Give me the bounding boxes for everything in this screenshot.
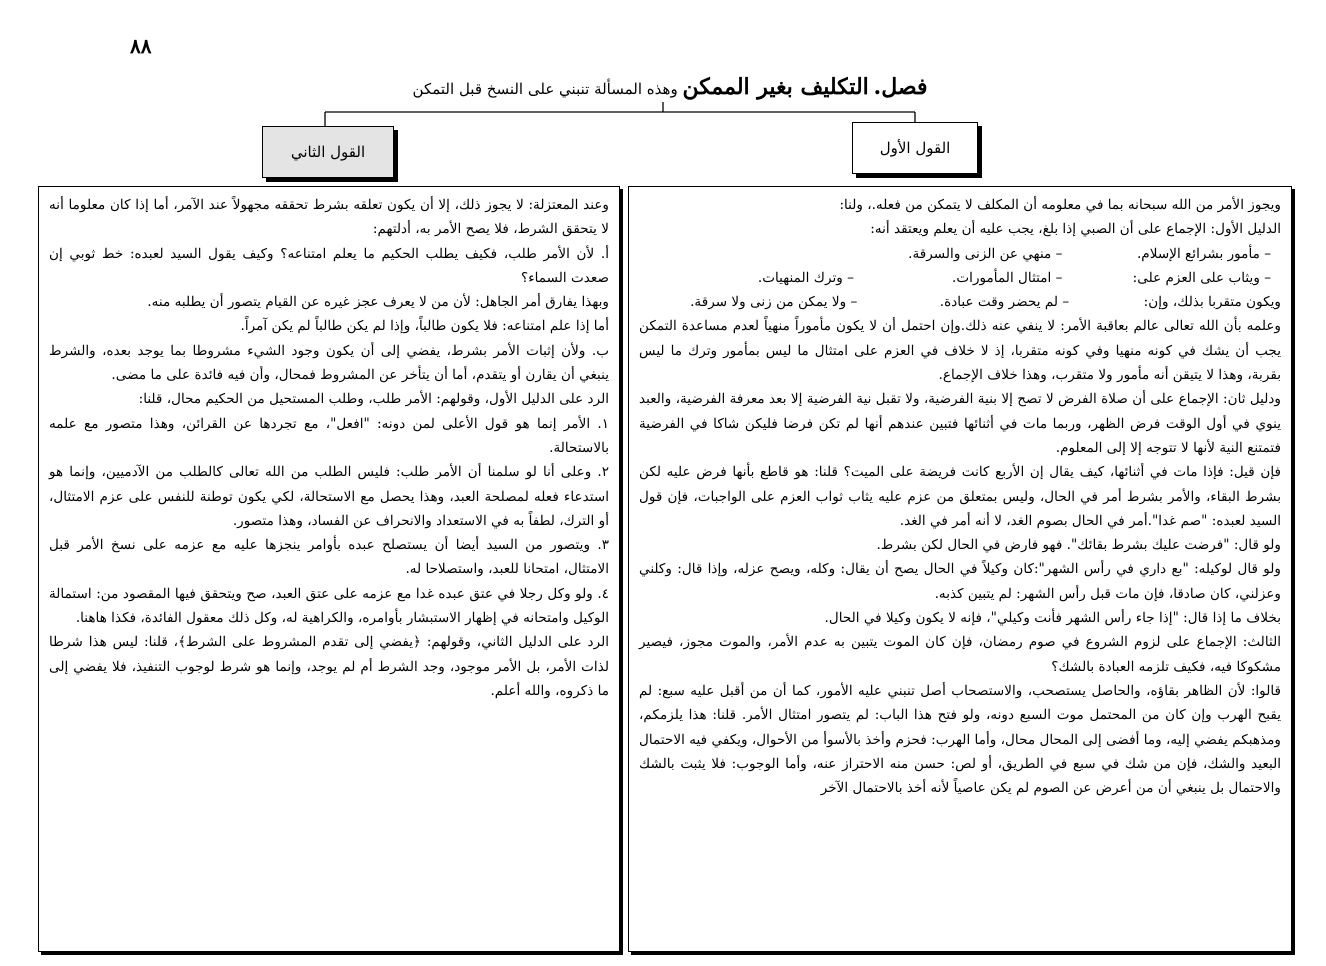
- paragraph: وعند المعتزلة: لا يجوز ذلك، إلا أن يكون تعلقه بشرط تحققه مجهولاً عند الآمر، أما إذا كان معلوما أنه لا يتحقق الشرط، فلا يصح الأمر به، أدلتهم:: [49, 197, 609, 238]
- bullet-row-c: [639, 290, 1281, 314]
- heading-subtitle: وهذه المسألة تنبني على النسخ قبل التمكن: [412, 80, 678, 98]
- paragraph: الرد على الدليل الثاني، وقولهم: ﴿يفضي إلى تقدم المشروط على الشرط﴾، قلنا: ليس هذا شرطا لذات الأمر، بل الأمر موجود، وجد الشرط أم لم يوجد، وإنما هو شرط لوجوب التنفيذ، فلا يفضي إلى ما ذكروه، والله أعلم.: [49, 634, 609, 699]
- paragraph: وبهذا يفارق أمر الجاهل: لأن من لا يعرف عجز غيره عن القيام يتصور أن يطلبه منه.: [147, 294, 609, 311]
- paragraph: الثالث: الإجماع على لزوم الشروع في صوم رمضان، فإن كان الموت يتبين به عدم الأمر، والموت مجوز، فيصير مشكوكا فيه، فكيف تلزمه العبادة بالشك؟: [639, 634, 1281, 675]
- second-opinion-column: [38, 186, 620, 952]
- paragraph: ولو قال لوكيله: "بع داري في رأس الشهر":كان وكيلاً في الحال يصح أن يقال: وكله، ويصح عزله، وإذا قال: وكلني وعزلني، كان صادقا، فإن مات قبل رأس الشهر: لم يتبين كذبه.: [639, 561, 1281, 602]
- paragraph: ولو قال: "فرضت عليك بشرط بقائك". فهو فارض في الحال لكن بشرط.: [876, 537, 1281, 554]
- paragraph: فإن قيل: فإذا مات في أثنائها، كيف يقال إن الأربع كانت فريضة على الميت؟ قلنا: هو قاطع بأنها فرض عليه لكن بشرط البقاء، والأمر بشرط أمر في الحال، وليس بمتعلق من عزم عليه يثاب ثواب العزم على الواجبات، فإن قول السيد لعبده: "صم غدا".أمر في الحال بصوم الغد، لا أنه أمر في الغد.: [639, 464, 1281, 529]
- first-evidence-intro: الدليل الأول: الإجماع على أن الصبي إذا بلغ، يجب عليه أن يعلم ويعتقد أنه:: [870, 221, 1281, 238]
- first-opinion-intro: ويجوز الأمر من الله سبحانه بما في معلومه أن المكلف لا يتمكن من فعله.، ولنا:: [839, 197, 1281, 213]
- paragraph: ٤. ولو وكل رجلا في عتق عبده غدا مع عزمه على عتق العبد، صح ويتحقق فيها المقصود من: استمالة الوكيل وامتحانه في إظهار الاستبشار بأوامره، والكراهية له، وكل ذلك معقول الفائدة، فكذا هاهنا.: [49, 585, 609, 627]
- first-opinion-column: [628, 186, 1292, 952]
- paragraph: أما إذا علم امتناعه: فلا يكون طالباً، وإذا لم يكن طالباً لم يكن آمراً.: [240, 318, 609, 335]
- paragraph: ٣. ويتصور من السيد أيضا أن يستصلح عبده بأوامر ينجزها عليه مع عزمه على نسخ الأمر قبل الامتثال، امتحانا للعبد، واستصلاحا له.: [49, 537, 609, 578]
- page-number: ٨٨: [130, 34, 152, 58]
- paragraph: الرد على الدليل الأول، وقولهم: الأمر طلب، وطلب المستحيل من الحكيم محال، قلنا:: [138, 391, 609, 408]
- bullet-item: – مأمور بشرائع الإسلام.: [1136, 245, 1271, 262]
- bullet-label: ويكون متقربا بذلك، وإن:: [1143, 294, 1281, 311]
- second-opinion-box: [262, 126, 394, 178]
- bullet-item: – وترك المنهيات.: [757, 269, 854, 286]
- bullet-item: – امتثال المأمورات.: [952, 269, 1063, 286]
- bullet-item: – ولا يمكن من زنى ولا سرقة.: [690, 294, 858, 311]
- paragraph: ١. الأمر إنما هو قول الأعلى لمن دونه: "افعل"، مع تجردها عن القرائن، وهذا متصور مع علمه بالاستحالة.: [49, 415, 609, 456]
- paragraph: أ. لأن الأمر طلب، فكيف يطلب الحكيم ما يعلم امتناعه؟ وكيف يقول السيد لعبده: خط ثوبي إن صعدت السماء؟: [49, 245, 609, 286]
- bullet-label: – ويثاب على العزم على:: [1132, 269, 1271, 286]
- bullet-item: – منهي عن الزنى والسرقة.: [908, 245, 1063, 262]
- bullet-row-b: [639, 266, 1281, 290]
- paragraph: ودليل ثان: الإجماع على أن صلاة الفرض لا تصح إلا بنية الفرضية، ولا تقبل نية الفرضية إلا بعد معرفة الفرضية، والعبد ينوي في أول الوقت فرض الظهر، وربما مات في أثنائها فتبين عندهم أنها لم تكن فرضا فليكن شاكا في الفرضية فتمتنع النية لأنها لا تتوجه إلا إلى المعلوم.: [639, 391, 1281, 456]
- paragraph: ب. ولأن إثبات الأمر بشرط، يفضي إلى أن يكون وجود الشيء مشروطا بما يوجد بعده، والشرط ينبغي أن يقارن أو يتقدم، أما أن يتأخر عن المشروط فمحال، وأن فيه فائدة على ما مضى.: [49, 342, 609, 384]
- heading-prefix: فصل.: [873, 74, 928, 100]
- first-opinion-box: [852, 122, 978, 174]
- tree-connectors: [0, 0, 1326, 200]
- paragraph: ٢. وعلى أنا لو سلمنا أن الأمر طلب: فليس الطلب من الله تعالى كالطلب من الآدميين، وإنما هو استدعاء فعله لمصلحة العبد، وهذا يحصل مع الاستحالة، لكي يكون توطنة للنفس على عزم الامتثال، أو الترك، لطفاً به في الاستعداد والانحراف عن الفساد، وهذا متصور.: [49, 464, 609, 529]
- bullet-item: [645, 242, 854, 266]
- paragraph: وعلمه بأن الله تعالى عالم بعاقبة الأمر: لا ينفي عنه ذلك.وإن احتمل أن لا يكون مأموراً منهياً لعدم مساعدة التمكن يجب أن يشك في كونه منهيا وفي كونه متقربا، إذ لا خلاف في العزم على امتثال ما ليس بمأمور وترك ما ليس بقربة، وهذا لا يتيقن أنه مأمور ولا متقرب، وهذا خلاف الإجماع.: [639, 318, 1281, 384]
- bullet-row-a: [639, 242, 1281, 266]
- heading-title: التكليف بغير الممكن: [682, 74, 869, 100]
- first-opinion-label: القول الأول: [879, 139, 951, 157]
- paragraph: قالوا: لأن الظاهر بقاؤه، والحاصل يستصحب، والاستصحاب أصل تنبني عليه الأمور، كما أن من أقبل عليه سبع: لم يقبح الهرب وإن كان من المحتمل موت السبع دونه، ولو فتح هذا الباب: لم يتصور امتثال الأمر. قلنا: هذا يلزمكم، ومذهبكم يفضي إليه، وما أفضى إلى المحال محال، وأما الهرب: فحزم وأخذ بالأسوأ من الأحوال، ويكفي فيه الاحتمال البعيد والشك، فإن من شك في سبع في الطريق، أو لص: حسن منه الاحتراز عنه، وأما الوجوب: فلا يثبت بالشك والاحتمال بل ينبغي أن من أعرض عن الصوم لم يكن عاصياً لأنه أخذ بالاحتمال الآخر: [639, 682, 1281, 797]
- paragraph: بخلاف ما إذا قال: "إذا جاء رأس الشهر فأنت وكيلي"، فإنه لا يكون وكيلا في الحال.: [824, 610, 1281, 627]
- second-opinion-label: القول الثاني: [290, 143, 366, 161]
- bullet-item: – لم يحضر وقت عبادة.: [939, 294, 1070, 311]
